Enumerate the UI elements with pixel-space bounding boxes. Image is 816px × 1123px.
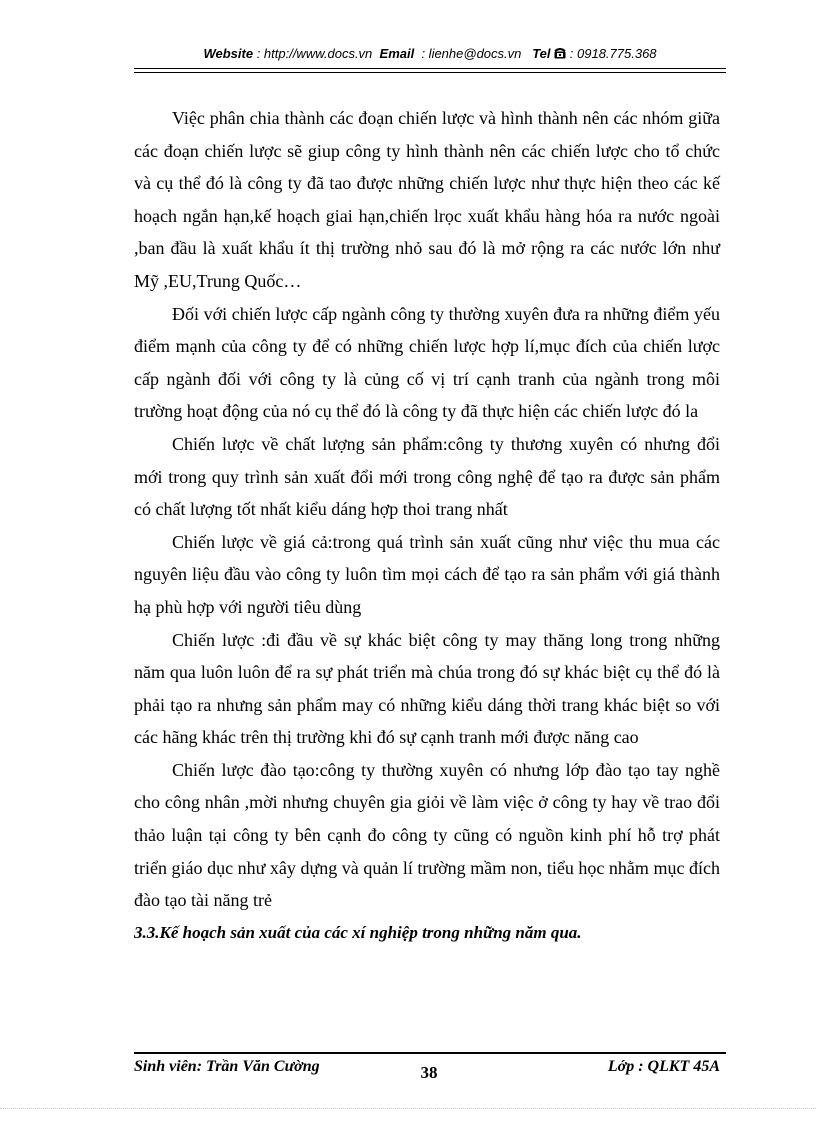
footer-class: Lớp : QLKT 45A: [607, 1058, 720, 1075]
tel-label: Tel: [532, 46, 551, 61]
paragraph-3: Chiến lược về chất lượng sản phẩm:công ty thương xuyên có nhưng đổi mới trong quy trình sản xuất đổi mới trong công nghệ để tạo ra được sản phẩm có chất lượng tốt nhất kiểu dáng hợp thoi trang nhất: [134, 433, 720, 520]
footer-divider: [134, 1052, 726, 1054]
email-value: : lienhe@docs.vn: [421, 46, 522, 61]
paragraph-5: Chiến lược :đi đầu về sự khác biệt công ty may thăng long trong những năm qua luôn luôn để ra sự phát triển mà chúa trong đó sự khác biệt cụ thể đó là phải tạo ra nhưng sản phẩm may có những kiểu dáng thời trang khác biệt so với các hãng khác trên thị trường khi đó sự cạnh tranh mới được năng cao: [134, 629, 720, 748]
phone-icon: [554, 46, 566, 61]
website-label: Website: [203, 46, 254, 61]
page-number: 38: [420, 1063, 438, 1082]
page-footer: [134, 1058, 726, 1082]
document-body: [134, 102, 720, 949]
paragraph-4: Chiến lược về giá cả:trong quá trình sản xuất cũng như việc thu mua các nguyên liệu đầu vào công ty luôn tìm mọi cách để tạo ra sản phẩm với giá thành hạ phù hợp với người tiêu dùng: [134, 531, 720, 617]
tel-value: : 0918.775.368: [569, 46, 657, 61]
page-edge-divider: [0, 1108, 816, 1109]
footer-student: Sinh viên: Trần Văn Cường: [134, 1058, 320, 1075]
section-heading: 3.3.Kế hoạch sản xuất của các xí nghiệp trong những năm qua.: [134, 922, 582, 942]
email-label: Email: [379, 46, 415, 61]
header-divider: [134, 68, 726, 73]
website-value: : http://www.docs.vn: [256, 46, 373, 61]
page-header: [134, 46, 726, 61]
paragraph-1: Việc phân chia thành các đoạn chiến lược và hình thành nên các nhóm giữa các đoạn chiến lược sẽ giup công ty hình thành nên các chiến lược cho tổ chức và cụ thể đó là công ty đã tao được những chiến lược như thực hiện theo các kế hoạch ngắn hạn,kế hoạch giai hạn,chiến lrọc xuất khẩu hàng hóa ra nước ngoài ,ban đầu là xuất khẩu ít thị trường nhỏ sau đó là mở rộng ra các nước lớn như Mỹ ,EU,Trung Quốc…: [134, 108, 720, 291]
paragraph-2: Đối với chiến lược cấp ngành công ty thường xuyên đưa ra những điểm yếu điểm mạnh của công ty để có những chiến lược hợp lí,mục đích của chiến lược cấp ngành đối với công ty là củng cố vị trí cạnh tranh của ngành trong môi trường hoạt động của nó cụ thể đó là công ty đã thực hiện các chiến lược đó la: [134, 303, 720, 422]
paragraph-6: Chiến lược đào tạo:công ty thường xuyên có nhưng lớp đào tạo tay nghề cho công nhân ,mời nhưng chuyên gia giỏi về làm việc ở công ty hay về trao đổi thảo luận tại công ty bên cạnh đo công ty cũng có nguồn kinh phí hỗ trợ phát triển giáo dục như xây dựng và quản lí trường mầm non, tiểu học nhằm mục đích đào tạo tài năng trẻ: [134, 759, 720, 911]
